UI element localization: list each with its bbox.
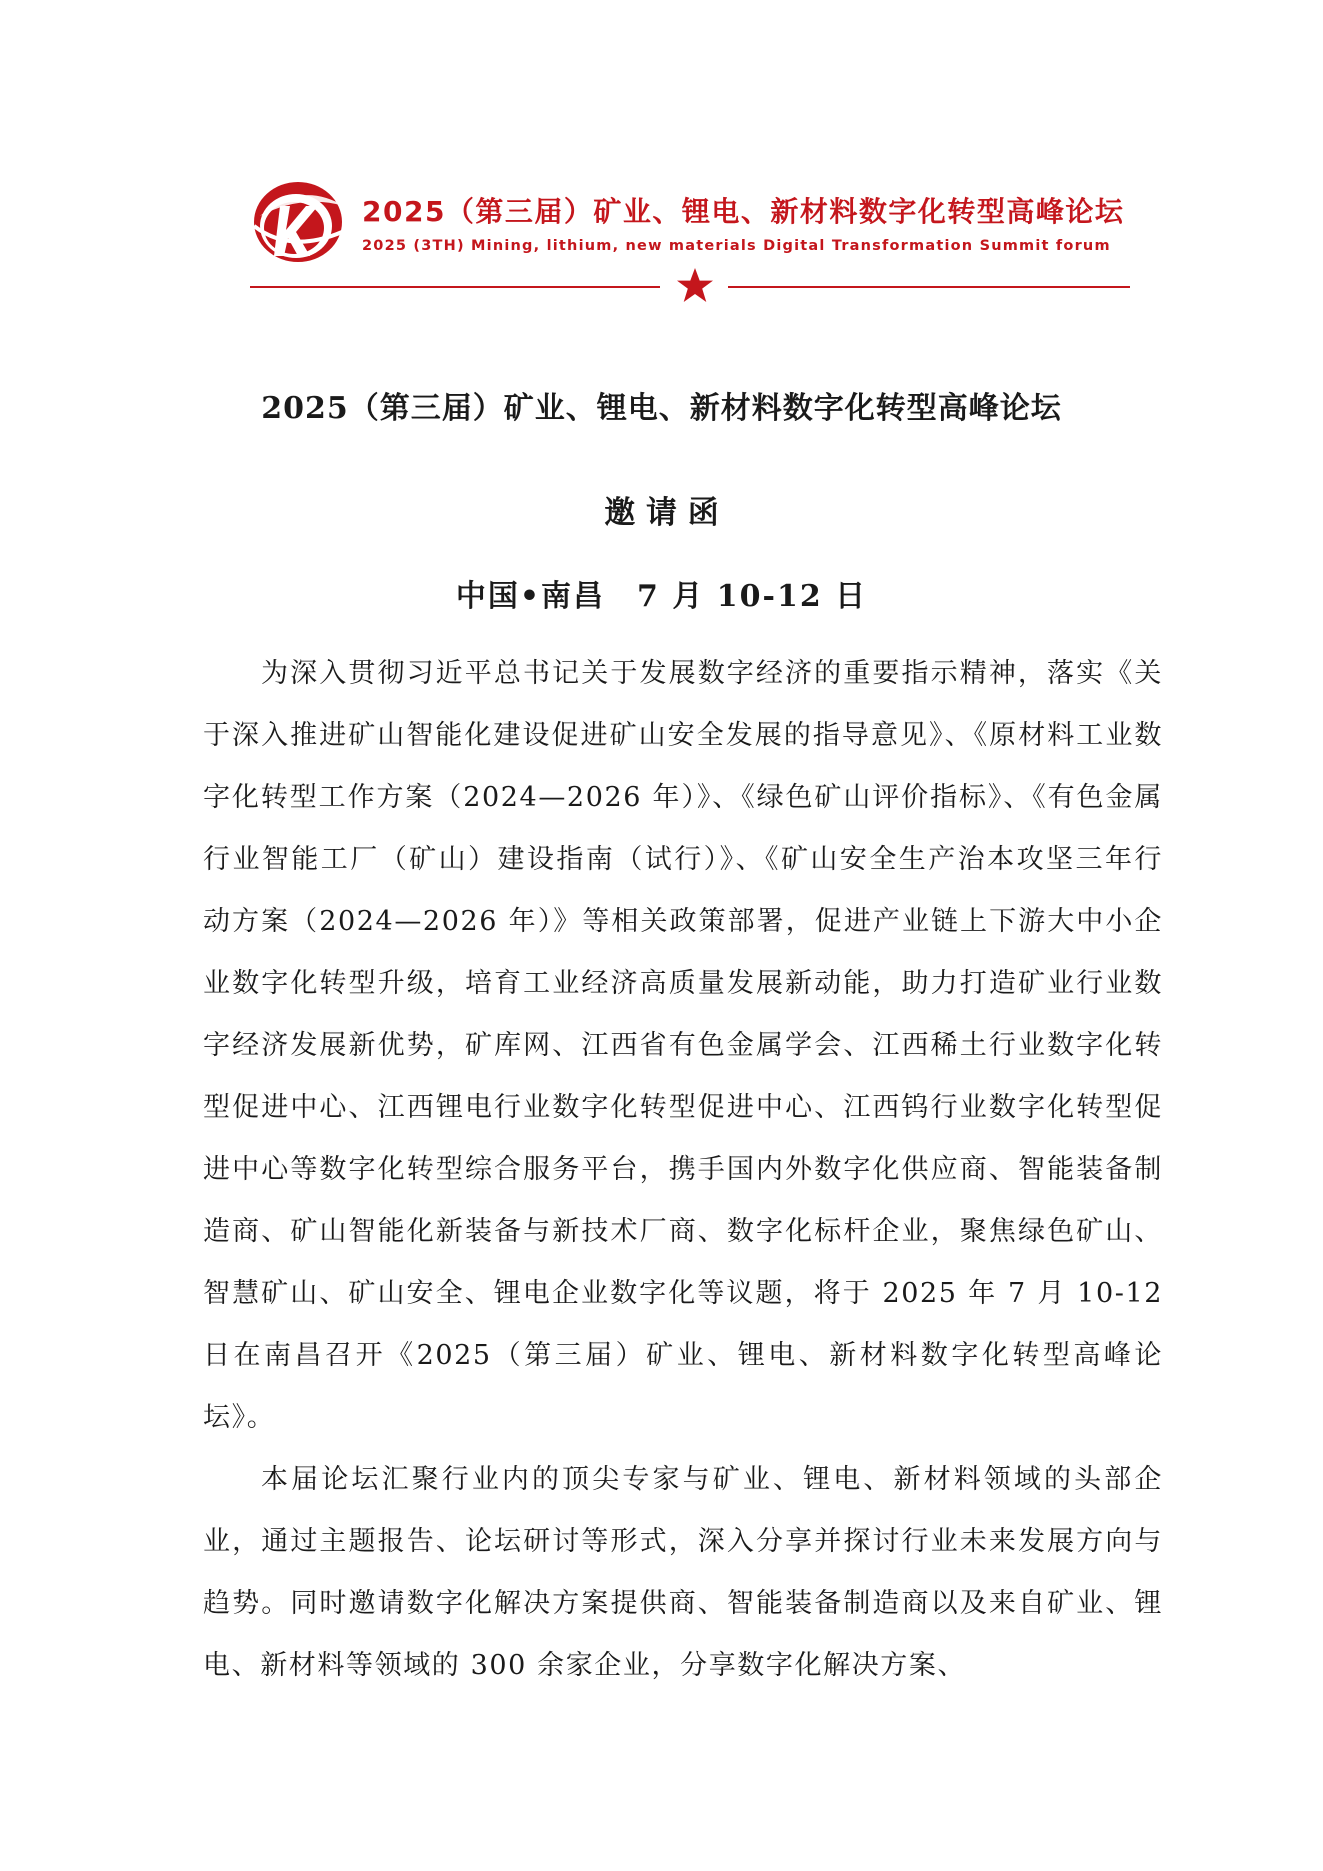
document-dateline: 中国•南昌 7 月 10-12 日 <box>455 579 868 614</box>
star-icon <box>675 266 715 306</box>
document-body <box>203 643 1163 1697</box>
letterhead-title-cn: 2025（第三届）矿业、锂电、新材料数字化转型高峰论坛 <box>362 195 1125 228</box>
document-subtitle: 邀 请 函 <box>604 495 719 531</box>
letterhead-rule-left <box>250 286 660 288</box>
document-title: 2025（第三届）矿业、锂电、新材料数字化转型高峰论坛 <box>261 391 1062 426</box>
letterhead-title-en: 2025 (3TH) Mining, lithium, new materials Digital Transformation Summit forum <box>362 238 1111 254</box>
body-paragraph: 本届论坛汇聚行业内的顶尖专家与矿业、锂电、新材料领域的头部企业，通过主题报告、论坛研讨等形式，深入分享并探讨行业未来发展方向与趋势。同时邀请数字化解决方案提供商、智能装备制造商以及来自矿业、锂电、新材料等领域的 300 余家企业，分享数字化解决方案、 <box>203 1464 1163 1681</box>
k-logo-icon <box>250 176 350 266</box>
letterhead <box>250 176 1150 306</box>
letterhead-rule-right <box>728 286 1130 288</box>
body-paragraph: 为深入贯彻习近平总书记关于发展数字经济的重要指示精神，落实《关于深入推进矿山智能化建设促进矿山安全发展的指导意见》、《原材料工业数字化转型工作方案（2024—2026 年）》、《绿色矿山评价指标》、《有色金属行业智能工厂（矿山）建设指南（试行）》、《矿山安全生产治本攻坚三年行动方案（2024—2026 年）》等相关政策部署，促进产业链上下游大中小企业数字化转型升级，培育工业经济高质量发展新动能，助力打造矿业行业数字经济发展新优势，矿库网、江西省有色金属学会、江西稀土行业数字化转型促进中心、江西锂电行业数字化转型促进中心、江西钨行业数字化转型促进中心等数字化转型综合服务平台，携手国内外数字化供应商、智能装备制造商、矿山智能化新装备与新技术厂商、数字化标杆企业，聚焦绿色矿山、智慧矿山、矿山安全、锂电企业数字化等议题，将于 2025 年 7 月 10-12 日在南昌召开《2025（第三届）矿业、锂电、新材料数字化转型高峰论坛》。 <box>203 658 1163 1433</box>
